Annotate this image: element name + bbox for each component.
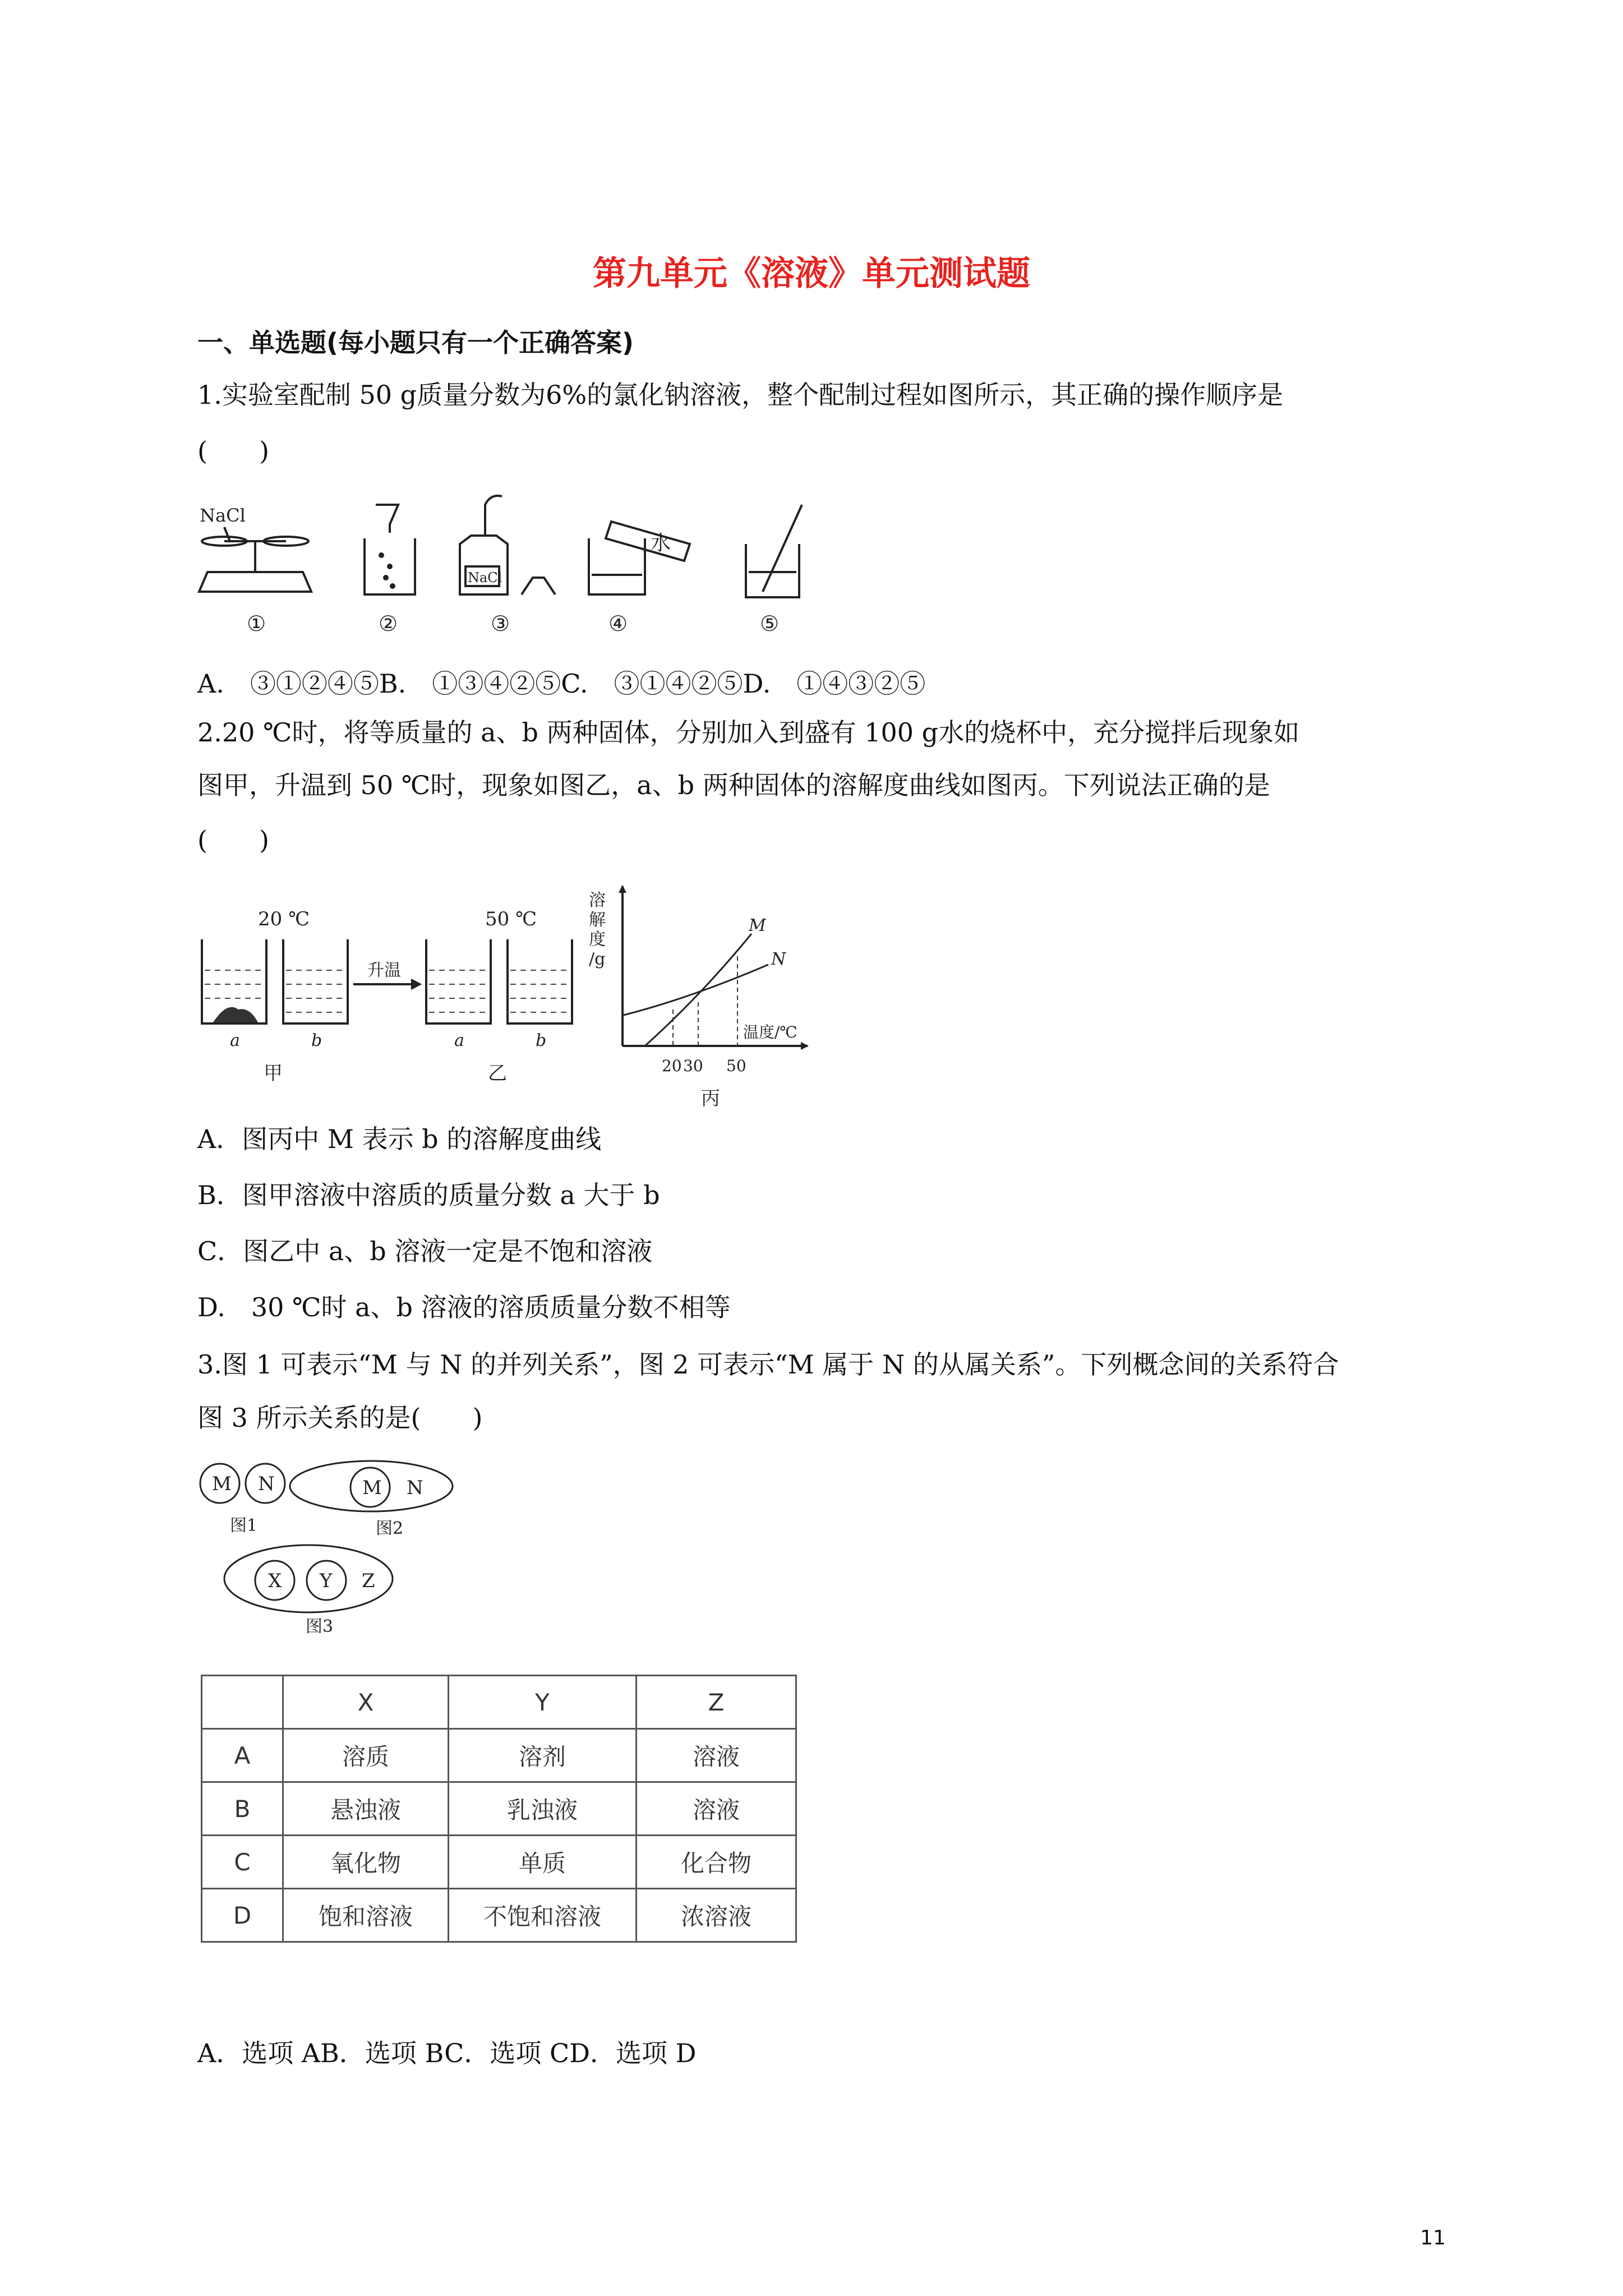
table-cell: 化合物 <box>637 1836 796 1889</box>
q2-label-b1: b <box>311 1031 322 1050</box>
q1-fig-label-1: ① <box>247 611 266 636</box>
q1-stem-line1: 1.实验室配制 50 g质量分数为6%的氯化钠溶液，整个配制过程如图所示，其正确的操作顺序是 <box>197 380 1284 410</box>
q1-fig-label-3: ③ <box>491 611 510 636</box>
q2-label-jia: 甲 <box>264 1062 283 1085</box>
q1-fig-label-5: ⑤ <box>760 611 780 636</box>
table-cell: 溶剂 <box>449 1729 637 1782</box>
q1-fig-label-2: ② <box>379 611 398 636</box>
q1-fig-nacl-bottle-label: NaCl <box>468 570 502 585</box>
q2-ylabel-4: /g <box>589 949 606 969</box>
table-cell: 浓溶液 <box>637 1889 796 1942</box>
beakers <box>202 939 572 1023</box>
q2-stem-line2: 图甲，升温到 50 ℃时，现象如图乙，a、b 两种固体的溶解度曲线如图丙。下列说法正确的是 <box>197 770 1270 800</box>
q3-fig3-caption: 图3 <box>306 1617 334 1636</box>
section-heading: 一、单选题(每小题只有一个正确答案) <box>197 328 634 358</box>
table-cell: 悬浊液 <box>283 1782 449 1836</box>
q2-option-c: C．图乙中 a、b 溶液一定是不饱和溶液 <box>197 1236 653 1266</box>
q2-temp-50: 50 ℃ <box>485 908 537 930</box>
table-row <box>202 1836 796 1889</box>
page-number: 11 <box>1420 2226 1446 2249</box>
table-cell: 乳浊液 <box>449 1782 637 1836</box>
q2-label-bing: 丙 <box>701 1087 720 1110</box>
table-cell: 溶液 <box>637 1729 796 1782</box>
table-cell: 溶液 <box>637 1782 796 1836</box>
balance-icon <box>199 505 311 592</box>
stirring-beaker-icon <box>746 505 802 597</box>
q2-ylabel-1: 溶 <box>589 891 606 910</box>
q2-tick-50: 50 <box>726 1057 746 1075</box>
q3-stem-line2: 图 3 所示关系的是( ) <box>197 1403 483 1433</box>
table-header-row <box>202 1676 796 1729</box>
q3-figure <box>196 1458 488 1660</box>
funnel-beaker-icon <box>365 505 415 594</box>
q3-fig2-caption: 图2 <box>376 1519 404 1538</box>
q2-option-a: A．图丙中 M 表示 b 的溶解度曲线 <box>197 1124 602 1154</box>
curve-N <box>624 965 768 1015</box>
table-cell: 不饱和溶液 <box>449 1889 637 1942</box>
q3-fig2-N: N <box>407 1477 423 1499</box>
q3-stem-line1: 3.图 1 可表示“M 与 N 的并列关系”，图 2 可表示“M 属于 N 的从属关系”。下列概念间的关系符合 <box>197 1349 1339 1380</box>
q2-tick-30: 30 <box>683 1057 703 1075</box>
q3-fig1-N: N <box>258 1473 275 1495</box>
q1-options: A. ③①②④⑤B. ①③④②⑤C. ③①④②⑤D. ①④③②⑤ <box>197 668 926 699</box>
q2-heat-label: 升温 <box>367 961 401 980</box>
measuring-cylinder-icon <box>589 522 690 594</box>
table-cell: 氧化物 <box>283 1836 449 1889</box>
q1-fig-label-4: ④ <box>608 611 628 636</box>
q2-curve-N-label: N <box>771 949 786 969</box>
table-cell: 饱和溶液 <box>283 1889 449 1942</box>
q3-fig1-caption: 图1 <box>230 1516 258 1536</box>
q2-label-a1: a <box>230 1031 240 1050</box>
table-header-cell: Y <box>449 1676 637 1729</box>
page-title: 第九单元《溶液》单元测试题 <box>593 254 1030 293</box>
table-cell: 溶质 <box>283 1729 449 1782</box>
solubility-chart <box>589 885 809 1075</box>
q2-label-a2: a <box>454 1031 464 1050</box>
q2-option-b: B．图甲溶液中溶质的质量分数 a 大于 b <box>197 1180 660 1210</box>
q2-curve-M-label: M <box>749 916 766 935</box>
q3-fig3-Z: Z <box>362 1570 375 1592</box>
table-cell: D <box>202 1889 283 1942</box>
table-cell: C <box>202 1836 283 1889</box>
q3-fig1-M: M <box>212 1473 232 1495</box>
table-row <box>202 1889 796 1942</box>
undissolved-solid <box>213 1007 258 1022</box>
q2-figure <box>196 878 819 1113</box>
q1-fig-nacl-label: NaCl <box>200 505 246 526</box>
q3-options: A．选项 AB．选项 BC．选项 CD．选项 D <box>197 2038 697 2068</box>
q2-ylabel-2: 解 <box>589 910 606 930</box>
q3-fig2-M: M <box>362 1477 382 1499</box>
q3-fig3-Y: Y <box>320 1570 333 1592</box>
q1-figure <box>196 488 869 645</box>
table-header-cell <box>202 1676 283 1729</box>
q2-stem-line3: ( ) <box>197 825 269 855</box>
q2-label-yi: 乙 <box>488 1062 507 1085</box>
table-cell: 单质 <box>449 1836 637 1889</box>
q2-ylabel-3: 度 <box>589 930 606 949</box>
q2-option-d: D. 30 ℃时 a、b 溶液的溶质质量分数不相等 <box>197 1292 731 1322</box>
q2-temp-20: 20 ℃ <box>258 908 310 930</box>
concept-table <box>201 1675 797 1943</box>
q2-xlabel: 温度/℃ <box>743 1023 797 1041</box>
table-cell: B <box>202 1782 283 1836</box>
table-row <box>202 1782 796 1836</box>
table-header-cell: X <box>283 1676 449 1729</box>
table-row <box>202 1729 796 1782</box>
table-cell: A <box>202 1729 283 1782</box>
q1-fig-water-label: 水 <box>651 532 671 555</box>
table-header-cell: Z <box>637 1676 796 1729</box>
reagent-bottle-icon <box>460 496 555 594</box>
q3-fig3-X: X <box>268 1570 282 1592</box>
q2-tick-20: 20 <box>662 1057 682 1075</box>
q2-label-b2: b <box>536 1031 547 1050</box>
q2-stem-line1: 2.20 ℃时，将等质量的 a、b 两种固体，分别加入到盛有 100 g水的烧杯中，充分搅拌后现象如 <box>197 717 1300 748</box>
q1-stem-line2: ( ) <box>197 436 269 466</box>
